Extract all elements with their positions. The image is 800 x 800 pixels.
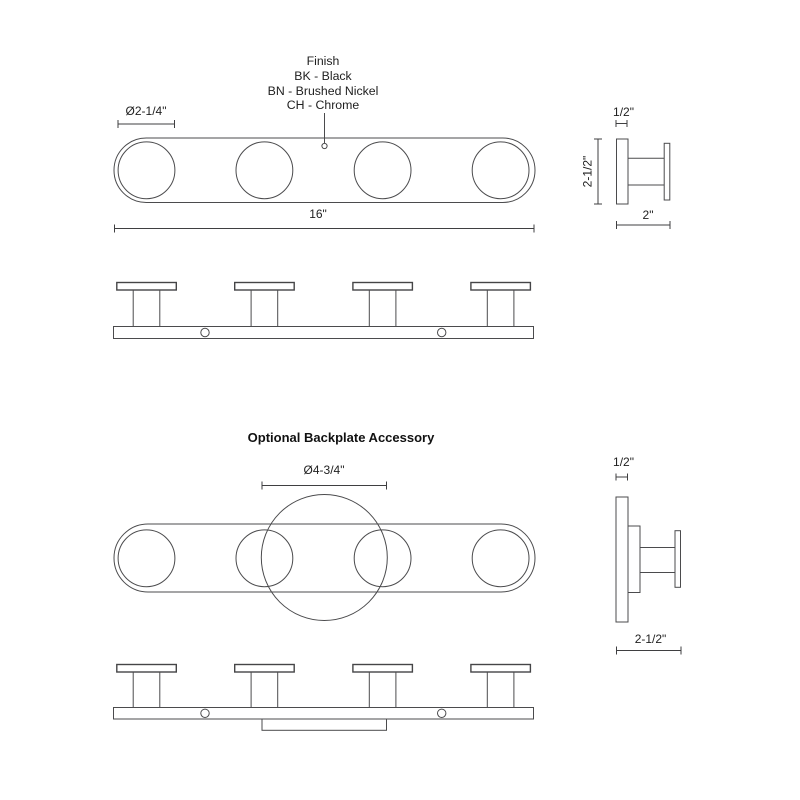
profile-view-fixture [114, 283, 534, 339]
finish-legend-title: Finish [306, 54, 340, 68]
dim-overall-width [115, 225, 535, 233]
backplate-profile-view [114, 665, 534, 731]
dim-label-overall-height: 2-1/2" [580, 155, 595, 188]
dim-label-backplate-overall-depth: 2-1/2" [634, 632, 667, 646]
finish-option-brushed-nickel: BN - Brushed Nickel [267, 83, 379, 98]
dim-lamp-diameter [118, 120, 175, 128]
dim-label-backplate-thickness: 1/2" [613, 455, 634, 469]
dim-backplate-diameter [262, 482, 387, 490]
dim-label-overall-depth: 2" [642, 207, 654, 222]
backplate-side-view [616, 474, 681, 655]
dim-label-backplate-diameter: Ø4-3/4" [303, 463, 345, 477]
front-view-fixture [114, 138, 535, 203]
finish-leader-line [322, 113, 327, 149]
dim-label-plate-thickness: 1/2" [613, 105, 634, 119]
finish-legend [213, 54, 433, 113]
dim-label-overall-width: 16" [309, 207, 327, 221]
backplate-section-heading: Optional Backplate Accessory [247, 430, 435, 445]
finish-option-black: BK - Black [294, 68, 352, 83]
dim-label-lamp-diameter: Ø2-1/4" [125, 104, 167, 118]
backplate-front-view [114, 495, 535, 621]
finish-option-chrome: CH - Chrome [286, 98, 360, 113]
